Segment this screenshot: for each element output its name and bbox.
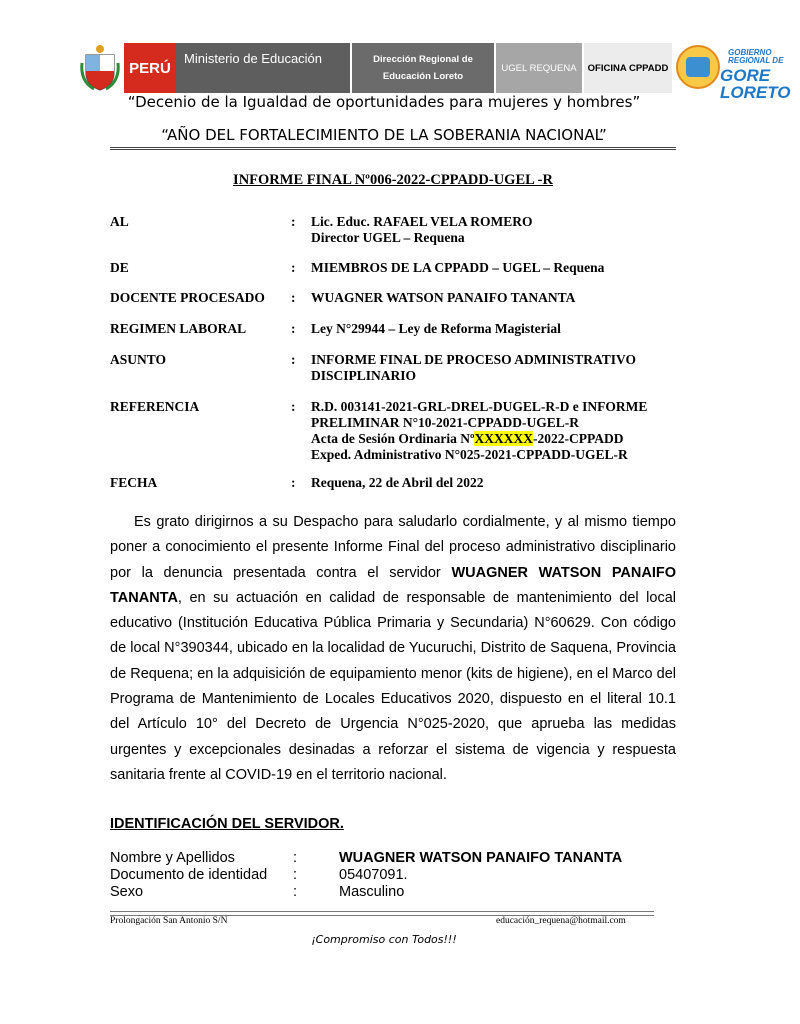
highlighted-placeholder: XXXXXX	[474, 431, 533, 446]
servidor-name: WUAGNER WATSON PANAIFO TANANTA	[110, 564, 677, 606]
field-value: Ley N°29944 – Ley de Reforma Magisterial	[311, 321, 561, 336]
field-value: DISCIPLINARIO	[311, 368, 417, 383]
id-colon: :	[293, 867, 298, 883]
gore-label: GORE LORETO	[720, 66, 791, 102]
field-value: -2022-CPPADD	[532, 431, 624, 446]
field-value: Exped. Administrativo N°025-2021-CPPADD-UGEL-R	[311, 447, 628, 462]
field-value: WUAGNER WATSON PANAIFO TANANTA	[311, 290, 576, 305]
oficina-cppadd-cell: OFICINA CPPADD	[584, 43, 672, 93]
id-label: Documento de identidad	[110, 867, 268, 883]
body-paragraph	[110, 510, 676, 788]
document-title: INFORME FINAL Nº006-2022-CPPADD-UGEL -R	[233, 172, 553, 188]
anio-slogan: “AÑO DEL FORTALECIMIENTO DE LA SOBERANIA NACIONAL”	[161, 126, 607, 144]
field-value: R.D. 003141-2021-GRL-DREL-DUGEL-R-D e INFORME	[311, 399, 648, 414]
footer-address: Prolongación San Antonio S/N	[110, 916, 228, 926]
footer-email: educación_requena@hotmail.com	[496, 916, 626, 926]
field-colon: :	[291, 214, 296, 229]
field-label: REFERENCIA	[110, 399, 200, 414]
peru-label: PERÚ	[124, 43, 176, 93]
peru-coat-of-arms-icon	[80, 43, 120, 93]
id-colon: :	[293, 884, 298, 900]
field-value: Requena, 22 de Abril del 2022	[311, 475, 484, 490]
decenio-slogan: “Decenio de la Igualdad de oportunidades para mujeres y hombres”	[127, 93, 641, 111]
field-colon: :	[291, 290, 296, 305]
header-divider	[110, 147, 676, 150]
field-colon: :	[291, 399, 296, 414]
field-colon: :	[291, 475, 296, 490]
field-value: INFORME FINAL DE PROCESO ADMINISTRATIVO	[311, 352, 637, 367]
field-colon: :	[291, 260, 296, 275]
field-label: ASUNTO	[110, 352, 167, 367]
id-label: Nombre y Apellidos	[110, 850, 235, 866]
gore-loreto-logo	[676, 45, 800, 102]
footer-lema: ¡Compromiso con Todos!!!	[311, 933, 457, 946]
gore-small-label: GOBIERNO REGIONAL DE	[728, 48, 784, 65]
field-value: MIEMBROS DE LA CPPADD – UGEL – Requena	[311, 260, 605, 275]
field-label: FECHA	[110, 475, 158, 490]
field-label: DOCENTE PROCESADO	[110, 290, 265, 305]
ministerio-label: Ministerio de Educación	[184, 51, 323, 66]
gore-emblem-icon	[676, 45, 720, 89]
id-colon: :	[293, 850, 298, 866]
field-label: DE	[110, 260, 129, 275]
id-value: WUAGNER WATSON PANAIFO TANANTA	[339, 850, 623, 866]
direccion-regional-cell: Dirección Regional de Educación Loreto	[352, 43, 494, 93]
body-text: , en su actuación en calidad de responsable de mantenimiento del local educativo (Institución Educativa Pública Primaria y Secundaria) N°60629. Con código de local N°390344, ubicado en la localidad de Yucuruchi, Distrito de Saquena, Provincia de Requena; en la adquisición de equipamiento menor (kits de higiene), en el Marco del Programa de Mantenimiento de Locales Educativos 2020, dispuesto en el literal 10.1 del Artículo 10° del Decreto de Urgencia N°025-2020, que aprueba las medidas urgentes y excepcionales desinadas a reforzar el sistema de vigencia y respuesta sanitaria frente al COVID-19 en el territorio nacional.	[110, 589, 676, 783]
identificacion-heading: IDENTIFICACIÓN DEL SERVIDOR.	[110, 816, 344, 832]
id-value: 05407091.	[339, 867, 408, 883]
ministerio-banner	[124, 43, 350, 93]
field-value: Director UGEL – Requena	[311, 230, 465, 245]
field-colon: :	[291, 321, 296, 336]
id-value: Masculino	[339, 884, 405, 900]
ugel-requena-cell: UGEL REQUENA	[496, 43, 582, 93]
field-value: Lic. Educ. RAFAEL VELA ROMERO	[311, 214, 533, 229]
field-label: AL	[110, 214, 129, 229]
field-label: REGIMEN LABORAL	[110, 321, 247, 336]
id-label: Sexo	[110, 884, 144, 900]
field-value: PRELIMINAR N°10-2021-CPPADD-UGEL-R	[311, 415, 580, 430]
body-text: Es grato dirigirnos a su Despacho para saludarlo cordialmente, y al mismo tiempo poner a conocimiento el presente Informe Final del proceso administrativo disciplinario por la denuncia presentada contra el servidor	[110, 514, 676, 581]
field-value: Acta de Sesión Ordinaria Nº	[311, 431, 475, 446]
field-colon: :	[291, 352, 296, 367]
